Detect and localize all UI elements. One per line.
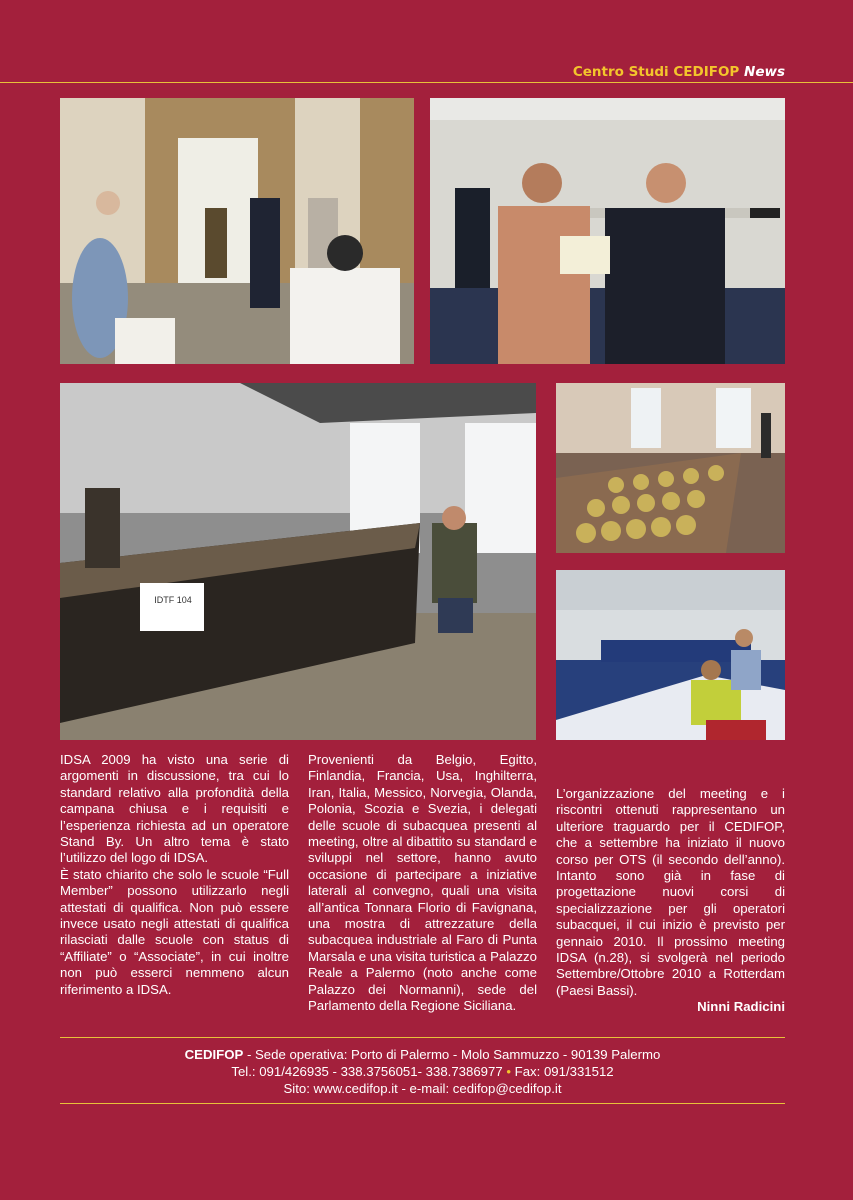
- footer-rule-top: [60, 1037, 785, 1038]
- photo-visit-group: [60, 98, 414, 364]
- footer-contacts: [60, 1046, 785, 1097]
- text-column-3: [556, 786, 785, 1016]
- paragraph: È stato chiarito che solo le scuole “Full Member” possono utilizzarlo negli attestati di qualifica. Non può essere invece usato negli attestati di qualifica rilasciati dalle scuole con status di “Affiliate” o “Associate”, in cui inoltre non può esserci nemmeno alcun riferimento a IDSA.: [60, 866, 289, 997]
- header-rule: [0, 82, 853, 83]
- paragraph: IDSA 2009 ha visto una serie di argomenti in discussione, tra cui lo standard relativo alla profondità della campana chiusa e i requisiti e l’esperienza richiesta ad un operatore Stand By. Un altro tema è stato l’utilizzo del logo di IDSA.: [60, 752, 289, 866]
- footer-web: Sito: www.cedifop.it - e-mail: cedifop@cedifop.it: [283, 1081, 562, 1096]
- footer-phone-line: [60, 1063, 785, 1080]
- header-title: Centro Studi CEDIFOP: [572, 64, 740, 80]
- header-news: News: [744, 64, 785, 80]
- footer-address-line: [60, 1046, 785, 1063]
- text-column-2: [308, 752, 537, 1015]
- footer-bullet: •: [506, 1064, 511, 1079]
- footer-fax: Fax: 091/331512: [514, 1064, 614, 1079]
- footer-address: - Sede operativa: Porto di Palermo - Molo Sammuzzo - 90139 Palermo: [243, 1047, 661, 1062]
- author-signature: Ninni Radicini: [697, 999, 785, 1015]
- footer-brand: CEDIFOP: [184, 1047, 244, 1062]
- running-header: [573, 64, 785, 80]
- text-column-1: [60, 752, 289, 998]
- paragraph: L’organizzazione del meeting e i riscontri ottenuti rappresentano un ulteriore traguardo per il CEDIFOP, che a settembre ha iniziato il nuovo corso per OTS (il secondo dell’anno). Intanto sono già in fase di progettazione nuovi corsi di specializzazione per gli operatori subacquei, il cui inizio è previsto per gennaio 2010. Il prossimo meeting IDSA (n.28), si svolgerà nel periodo Settembre/Ottobre 2010 a Rotterdam (Paesi Bassi).: [556, 786, 785, 998]
- photo-old-boat: [60, 383, 536, 740]
- photo-meeting-room: [556, 570, 785, 740]
- footer-phones: Tel.: 091/426935 - 338.3756051- 338.7386977: [231, 1064, 503, 1079]
- paragraph: Provenienti da Belgio, Egitto, Finlandia, Francia, Usa, Inghilterra, Iran, Italia, Messico, Norvegia, Olanda, Polonia, Scozia e Svezia, i delegati delle scuole di subacquea presenti al meeting, oltre al dibattito su standard e sviluppi nel settore, hanno avuto occasione di partecipare a iniziative laterali al convegno, quali una visita all’antica Tonnara Florio di Favignana, una mostra di attrezzature della subacquea industriale al Faro di Punta Marsala e una visita turistica a Palazzo Reale a Palermo (noto anche come Palazzo dei Normanni), sede del Parlamento della Regione Siciliana.: [308, 752, 537, 1014]
- photo-diving-helmets: [556, 383, 785, 553]
- boat-label: IDTF 104: [154, 595, 192, 605]
- footer-rule-bottom: [60, 1103, 785, 1104]
- photo-certificate-handover: [430, 98, 785, 364]
